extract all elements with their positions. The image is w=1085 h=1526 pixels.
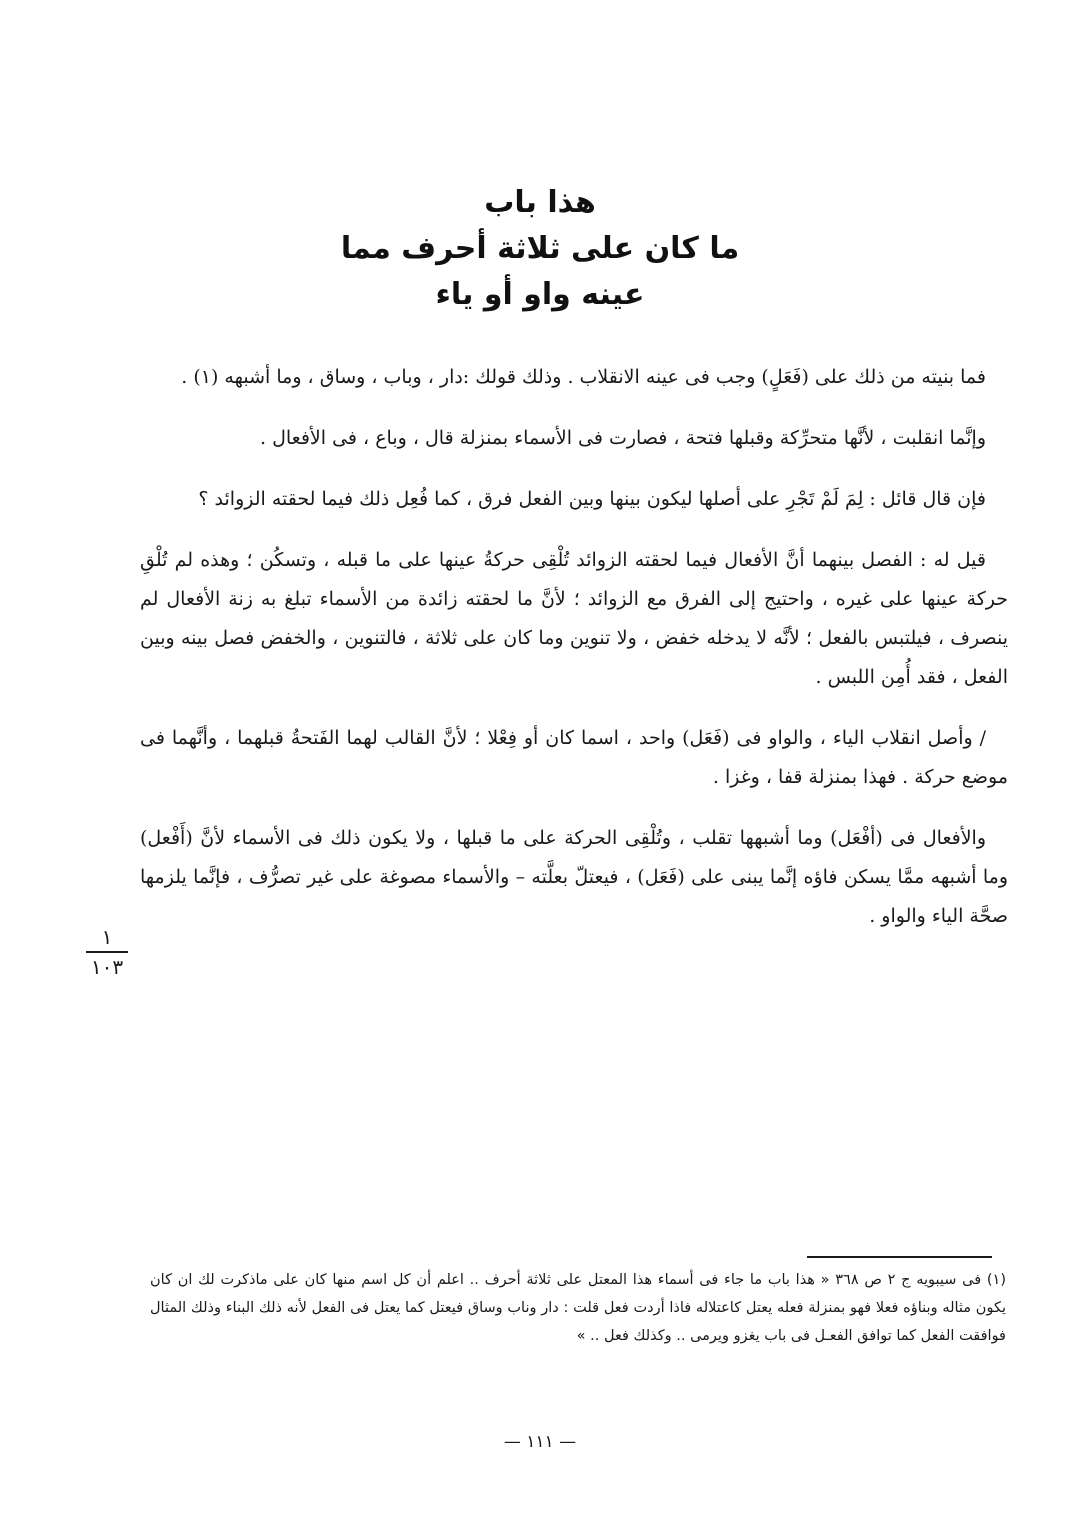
page-number: — ١١١ — [503,1432,577,1452]
paragraph-1: فما بنيته من ذلك على (فَعَلٍ) وجب فى عينه الانقلاب . وذلك قولك :دار ، وباب ، وساق ، وما أشبهه (١) . [181,366,986,388]
paragraph-6: والأفعال فى (أفْعَل) وما أشبهها تقلب ، وتُلْقِى الحركة على ما قبلها ، ولا يكون ذلك فى الأسماء لأنَّ (أَفْعل) وما أشبهه ممَّا يسكن فاؤه إنَّما يبنى على (فَعَل) ، فيعتلّ بعلَّته – والأسماء مصوغة على غير تصرُّف ، فإنَّما يلزمها صحَّة الياء والواو . [140,827,1008,927]
title-line-1: هذا باب [484,185,596,220]
paragraph-5: / وأصل انقلاب الياء ، والواو فى (فَعَل) واحد ، اسما كان أو فِعْلا ؛ لأنَّ القالب لهما الفَتحةُ قبلهما ، وأنَّهما فى موضع حركة . فهذا بمنزلة قفا ، وغزا . [140,727,1008,788]
chapter-title [300,180,780,318]
title-line-3: عينه واو أو ياء [435,277,645,312]
margin-ref-top: ١ [101,925,113,949]
paragraph-2: وإنَّما انقلبت ، لأنَّها متحرِّكة وقبلها فتحة ، فصارت فى الأسماء بمنزلة قال ، وباع ، فى الأفعال . [260,427,986,449]
margin-ref-bottom: ١٠٣ [90,955,124,979]
footnote-text: (١) فى سيبويه ج ٢ ص ٣٦٨ « هذا باب ما جاء فى أسماء هذا المعتل على ثلاثة أحرف .. اعلم أن كل اسم منها كان على ماذكرت لك ان كان يكون مثاله وبناؤه فعلا فهو بمنزلة فعله يعتل كاعتلاله فاذا أردت فعل قلت : دار وناب وساق فيعتل كما يعتل فى الفعل لأنه ذلك البناء وذلك المثال فوافقت الفعل كما توافق الفعـل فى باب يغزو ويرمى .. وكذلك فعل .. » [150,1272,1007,1344]
paragraph-3: فإن قال قائل : لِمَ لَمْ تَجْرِ على أصلها ليكون بينها وبين الفعل فرق ، كما فُعِل ذلك فيما لحقته الزوائد ؟ [198,488,986,510]
margin-ref-divider [86,951,128,953]
body-text [140,358,1008,958]
footnote [150,1266,1006,1350]
footnote-separator [807,1256,992,1258]
paragraph-4: قيل له : الفصل بينهما أنَّ الأفعال فيما لحقته الزوائد تُلْقِى حركةُ عينها على ما قبله ، وتسكُن ؛ وهذه لم تُلْقِ حركة عينها على غيره ، واحتيج إلى الفرق مع الزوائد ؛ لأنَّ ما لحقته زائدة من الأسماء تبلغ به زنة الأفعال لم ينصرف ، فيلتبس بالفعل ؛ لأنَّه لا يدخله خفض ، ولا تنوين وما كان على ثلاثة ، فالتنوين ، والخفض فصل بينه وبين الفعل ، فقد أُمِن اللبس . [140,549,1008,688]
margin-folio-reference [76,926,138,978]
title-line-2: ما كان على ثلاثة أحرف مما [340,231,740,266]
